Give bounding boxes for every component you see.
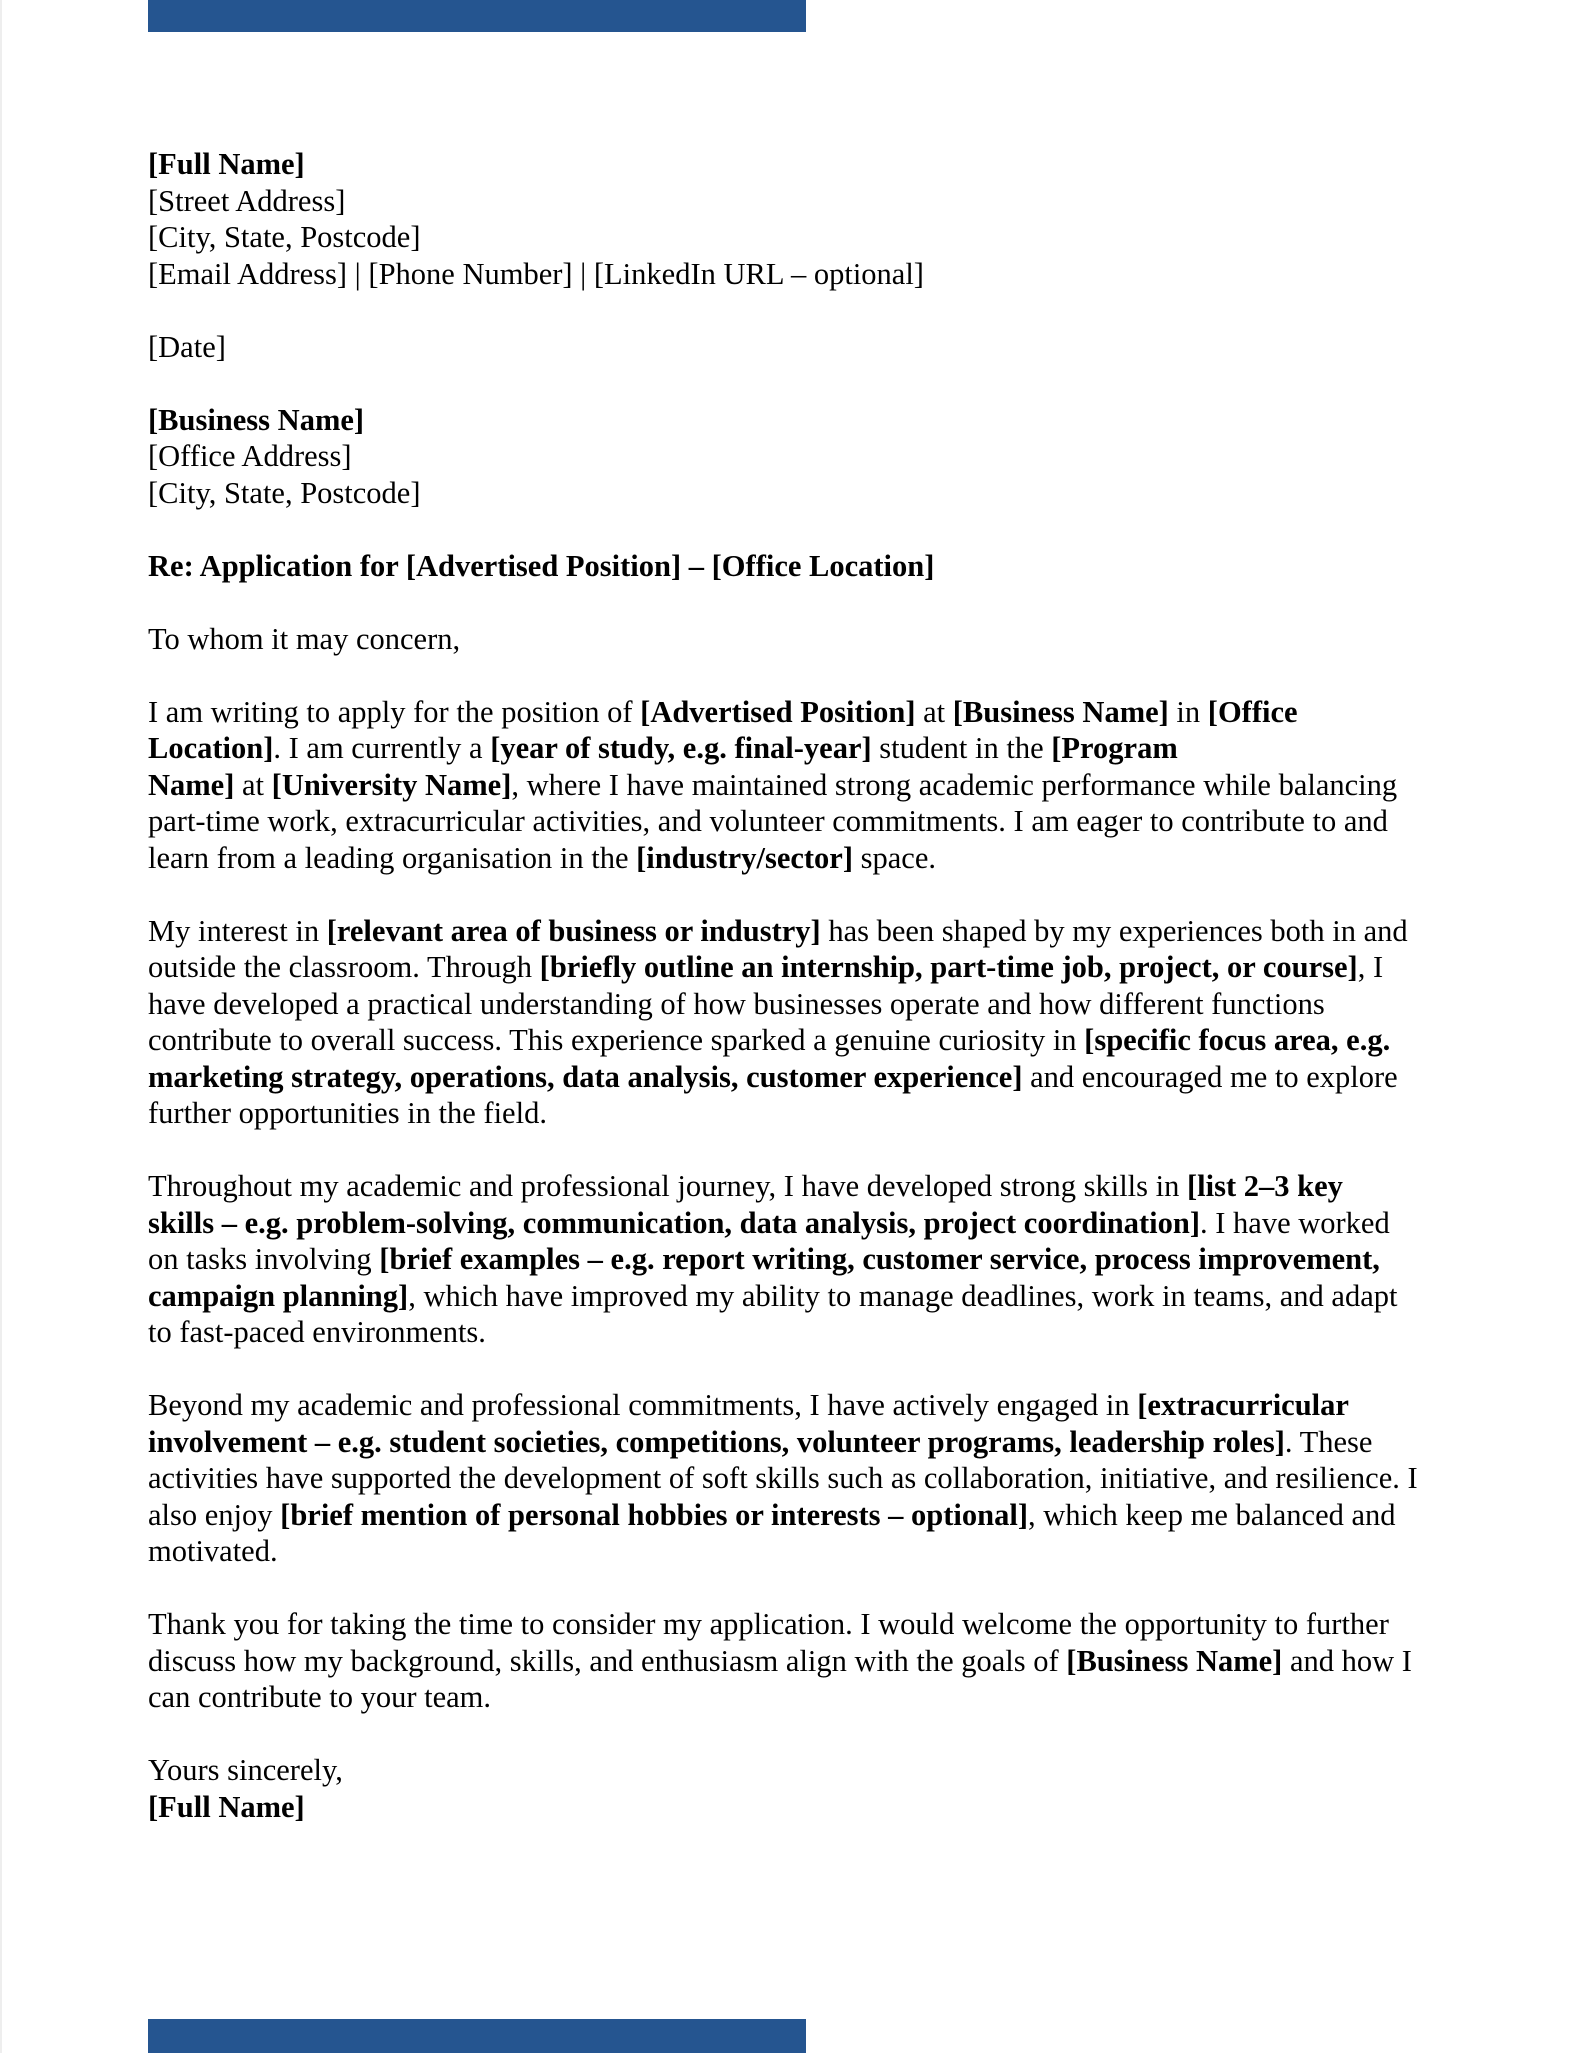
body-text: motivated. <box>148 1534 278 1568</box>
placeholder-text: [Business Name] <box>952 694 1169 729</box>
placeholder-text: [industry/sector] <box>636 840 853 875</box>
body-text: , where I have maintained strong academic performance while balancing <box>511 767 1398 802</box>
placeholder-text: [briefly outline an internship, part-time job, project, or course] <box>539 950 1358 984</box>
placeholder-text: [Business Name] <box>148 402 365 437</box>
body-text: [Date] <box>148 329 226 364</box>
text-line <box>148 1424 1468 1461</box>
body-text: also enjoy <box>148 1497 281 1532</box>
body-text: on tasks involving <box>148 1242 380 1276</box>
spacer <box>148 511 1468 548</box>
text-line <box>148 986 1468 1023</box>
header-accent-bar <box>148 0 806 32</box>
body-text: in <box>1168 694 1208 729</box>
body-text: Yours sincerely, <box>148 1753 343 1787</box>
placeholder-text: [list 2–3 key <box>1187 1169 1343 1203</box>
placeholder-text: Name] <box>148 767 235 802</box>
text-line <box>148 694 1468 731</box>
paragraph-2 <box>148 913 1468 1132</box>
text-line <box>148 475 1468 512</box>
placeholder-text: [Program <box>1051 731 1178 765</box>
text-line <box>148 1679 1468 1716</box>
date <box>148 329 1468 366</box>
placeholder-text: [Business Name] <box>1066 1643 1283 1678</box>
placeholder-text: Location] <box>148 731 274 765</box>
text-line <box>148 183 1468 220</box>
text-line <box>148 1387 1468 1424</box>
text-line <box>148 840 1468 877</box>
body-text: learn from a leading organisation in the <box>148 840 637 875</box>
spacer <box>148 365 1468 402</box>
recipient-block <box>148 402 1468 512</box>
text-line <box>148 219 1468 256</box>
text-line <box>148 1752 1468 1789</box>
placeholder-text: [Advertised Position] <box>640 694 916 729</box>
text-line <box>148 803 1468 840</box>
text-line <box>148 913 1468 950</box>
body-text: My interest in <box>148 913 327 948</box>
body-text: and encouraged me to explore <box>1022 1059 1398 1094</box>
sender-block <box>148 146 1468 292</box>
text-line <box>148 438 1468 475</box>
footer-accent-bar <box>148 2019 806 2053</box>
body-text: To whom it may concern, <box>148 621 461 656</box>
body-text: outside the classroom. Through <box>148 950 540 984</box>
text-line <box>148 1095 1468 1132</box>
spacer <box>148 584 1468 621</box>
paragraph-4 <box>148 1387 1468 1570</box>
text-line <box>148 1460 1468 1497</box>
cover-letter-body <box>148 146 1468 1825</box>
text-line <box>148 1497 1468 1534</box>
text-line <box>148 548 1468 585</box>
text-line <box>148 1278 1468 1315</box>
text-line <box>148 256 1468 293</box>
body-text: to fast-paced environments. <box>148 1315 486 1349</box>
placeholder-text: campaign planning] <box>148 1278 409 1313</box>
text-line <box>148 1643 1468 1680</box>
placeholder-text: [extracurricular <box>1137 1388 1349 1422</box>
spacer <box>148 876 1468 913</box>
body-text: Thank you for taking the time to consider my application. I would welcome the opportunity to further <box>148 1607 1389 1641</box>
body-text: contribute to overall success. This experience sparked a genuine curiosity in <box>148 1023 1085 1057</box>
body-text: [City, State, Postcode] <box>148 220 421 254</box>
salutation <box>148 621 1468 658</box>
text-line <box>148 1241 1468 1278</box>
text-line <box>148 1314 1468 1351</box>
body-text: , I <box>1357 950 1384 984</box>
body-text: [Street Address] <box>148 183 346 218</box>
spacer <box>148 1716 1468 1753</box>
body-text: I am writing to apply for the position of <box>148 694 641 729</box>
placeholder-text: [brief examples – e.g. report writing, customer service, process improvement, <box>379 1242 1380 1276</box>
placeholder-text: [year of study, e.g. final-year] <box>490 731 872 765</box>
text-line <box>148 730 1468 767</box>
text-line <box>148 402 1468 439</box>
body-text: at <box>234 767 272 802</box>
body-text: discuss how my background, skills, and enthusiasm align with the goals of <box>148 1643 1067 1678</box>
body-text: [Email Address] | [Phone Number] | [LinkedIn URL – optional] <box>148 256 924 291</box>
body-text: Throughout my academic and professional journey, I have developed strong skills in <box>148 1169 1187 1203</box>
body-text: [City, State, Postcode] <box>148 475 421 510</box>
placeholder-text: skills – e.g. problem-solving, communication, data analysis, project coordination] <box>148 1205 1201 1240</box>
paragraph-1 <box>148 694 1468 877</box>
body-text: . These <box>1284 1424 1373 1459</box>
placeholder-text: [Office <box>1207 694 1298 729</box>
body-text: part-time work, extracurricular activities, and volunteer commitments. I am eager to contribute to and <box>148 804 1388 838</box>
paragraph-3 <box>148 1168 1468 1351</box>
placeholder-text: [Full Name] <box>148 147 305 181</box>
placeholder-text: marketing strategy, operations, data analysis, customer experience] <box>148 1059 1023 1094</box>
placeholder-text: [University Name] <box>271 767 512 802</box>
placeholder-text: Re: Application for [Advertised Position] – [Office Location] <box>148 548 935 583</box>
text-line <box>148 621 1468 658</box>
text-line <box>148 949 1468 986</box>
spacer <box>148 1570 1468 1607</box>
text-line <box>148 767 1468 804</box>
body-text: further opportunities in the field. <box>148 1096 547 1130</box>
spacer <box>148 1351 1468 1388</box>
paragraph-5 <box>148 1606 1468 1716</box>
text-line <box>148 1022 1468 1059</box>
subject-line <box>148 548 1468 585</box>
body-text: has been shaped by my experiences both in and <box>820 913 1408 948</box>
text-line <box>148 1789 1468 1826</box>
placeholder-text: [relevant area of business or industry] <box>326 913 821 948</box>
text-line <box>148 329 1468 366</box>
body-text: and how I <box>1282 1643 1412 1678</box>
placeholder-text: involvement – e.g. student societies, competitions, volunteer programs, leadership roles] <box>148 1424 1285 1459</box>
spacer <box>148 657 1468 694</box>
text-line <box>148 1205 1468 1242</box>
closing-block <box>148 1752 1468 1825</box>
body-text: , which keep me balanced and <box>1027 1497 1396 1532</box>
body-text: , which have improved my ability to manage deadlines, work in teams, and adapt <box>408 1278 1398 1313</box>
placeholder-text: [brief mention of personal hobbies or interests – optional] <box>280 1497 1028 1532</box>
body-text: . I have worked <box>1200 1205 1390 1240</box>
body-text: have developed a practical understanding of how businesses operate and how different functions <box>148 986 1325 1021</box>
text-line <box>148 1533 1468 1570</box>
body-text: . I am currently a <box>273 731 491 765</box>
body-text: activities have supported the development of soft skills such as collaboration, initiative, and resilience. I <box>148 1461 1418 1495</box>
spacer <box>148 1132 1468 1169</box>
body-text: space. <box>853 840 936 875</box>
text-line <box>148 1606 1468 1643</box>
text-line <box>148 146 1468 183</box>
body-text: Beyond my academic and professional commitments, I have actively engaged in <box>148 1388 1138 1422</box>
body-text: at <box>915 694 953 729</box>
text-line <box>148 1059 1468 1096</box>
body-text: can contribute to your team. <box>148 1680 492 1714</box>
placeholder-text: [Full Name] <box>148 1789 305 1824</box>
spacer <box>148 292 1468 329</box>
body-text: student in the <box>871 731 1052 765</box>
placeholder-text: [specific focus area, e.g. <box>1084 1023 1391 1057</box>
body-text: [Office Address] <box>148 439 352 473</box>
text-line <box>148 1168 1468 1205</box>
